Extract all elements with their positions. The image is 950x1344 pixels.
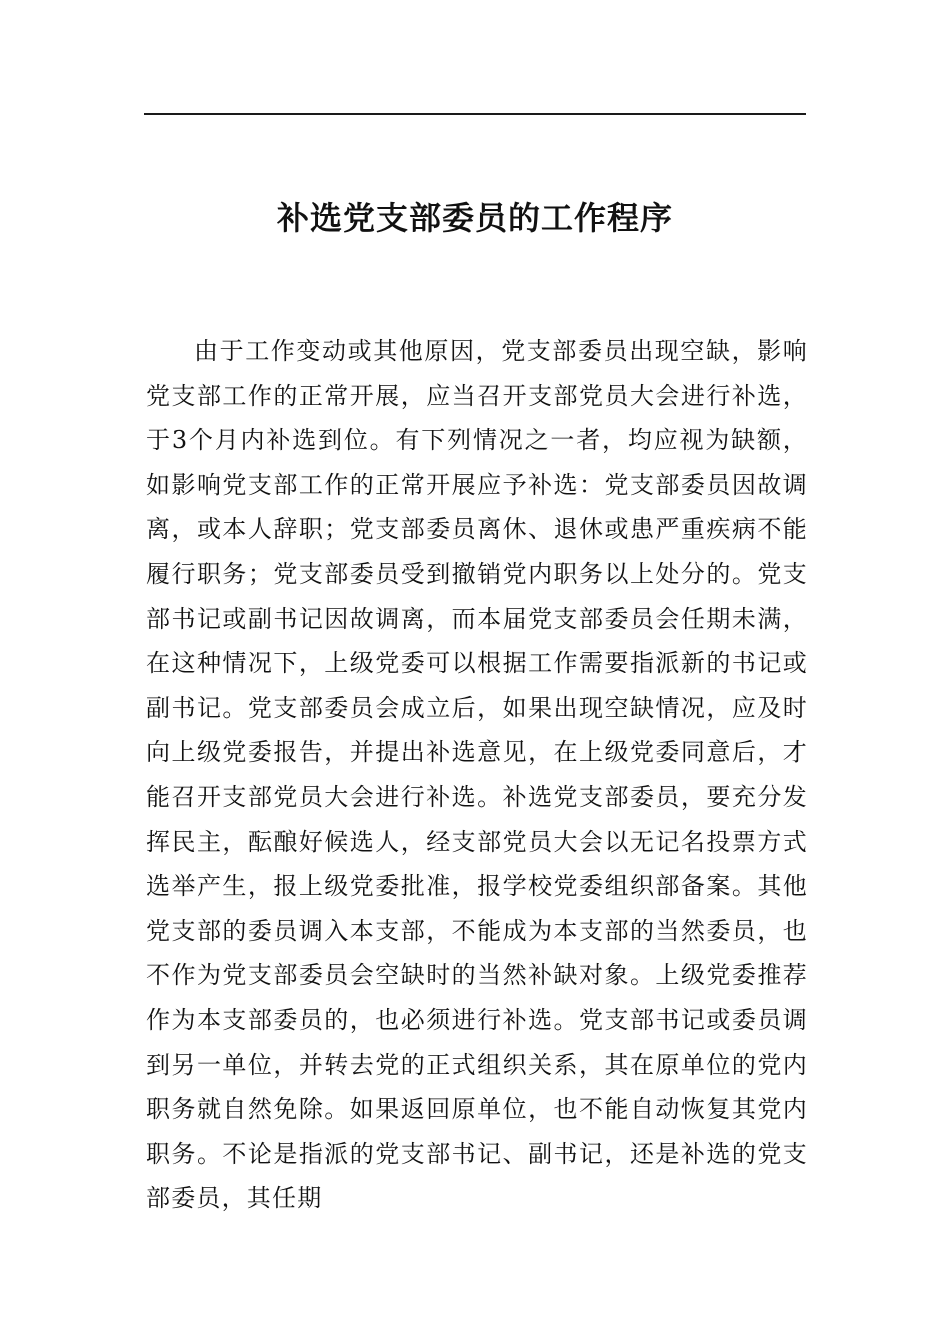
body-paragraph: 由于工作变动或其他原因，党支部委员出现空缺，影响党支部工作的正常开展，应当召开支部党员大会进行补选，于3个月内补选到位。有下列情况之一者，均应视为缺额，如影响党支部工作的正常开展应予补选：党支部委员因故调离，或本人辞职；党支部委员离休、退休或患严重疾病不能履行职务；党支部委员受到撤销党内职务以上处分的。党支部书记或副书记因故调离，而本届党支部委员会任期未满，在这种情况下，上级党委可以根据工作需要指派新的书记或副书记。党支部委员会成立后，如果出现空缺情况，应及时向上级党委报告，并提出补选意见，在上级党委同意后，才能召开支部党员大会进行补选。补选党支部委员，要充分发挥民主，酝酿好候选人，经支部党员大会以无记名投票方式选举产生，报上级党委批准，报学校党委组织部备案。其他党支部的委员调入本支部，不能成为本支部的当然委员，也不作为党支部委员会空缺时的当然补缺对象。上级党委推荐作为本支部委员的，也必须进行补选。党支部书记或委员调到另一单位，并转去党的正式组织关系，其在原单位的党内职务就自然免除。如果返回原单位，也不能自动恢复其党内职务。不论是指派的党支部书记、副书记，还是补选的党支部委员，其任期 xyxy=(146,337,808,1213)
document-title: 补选党支部委员的工作程序 xyxy=(276,199,673,237)
header-rule xyxy=(144,113,806,115)
